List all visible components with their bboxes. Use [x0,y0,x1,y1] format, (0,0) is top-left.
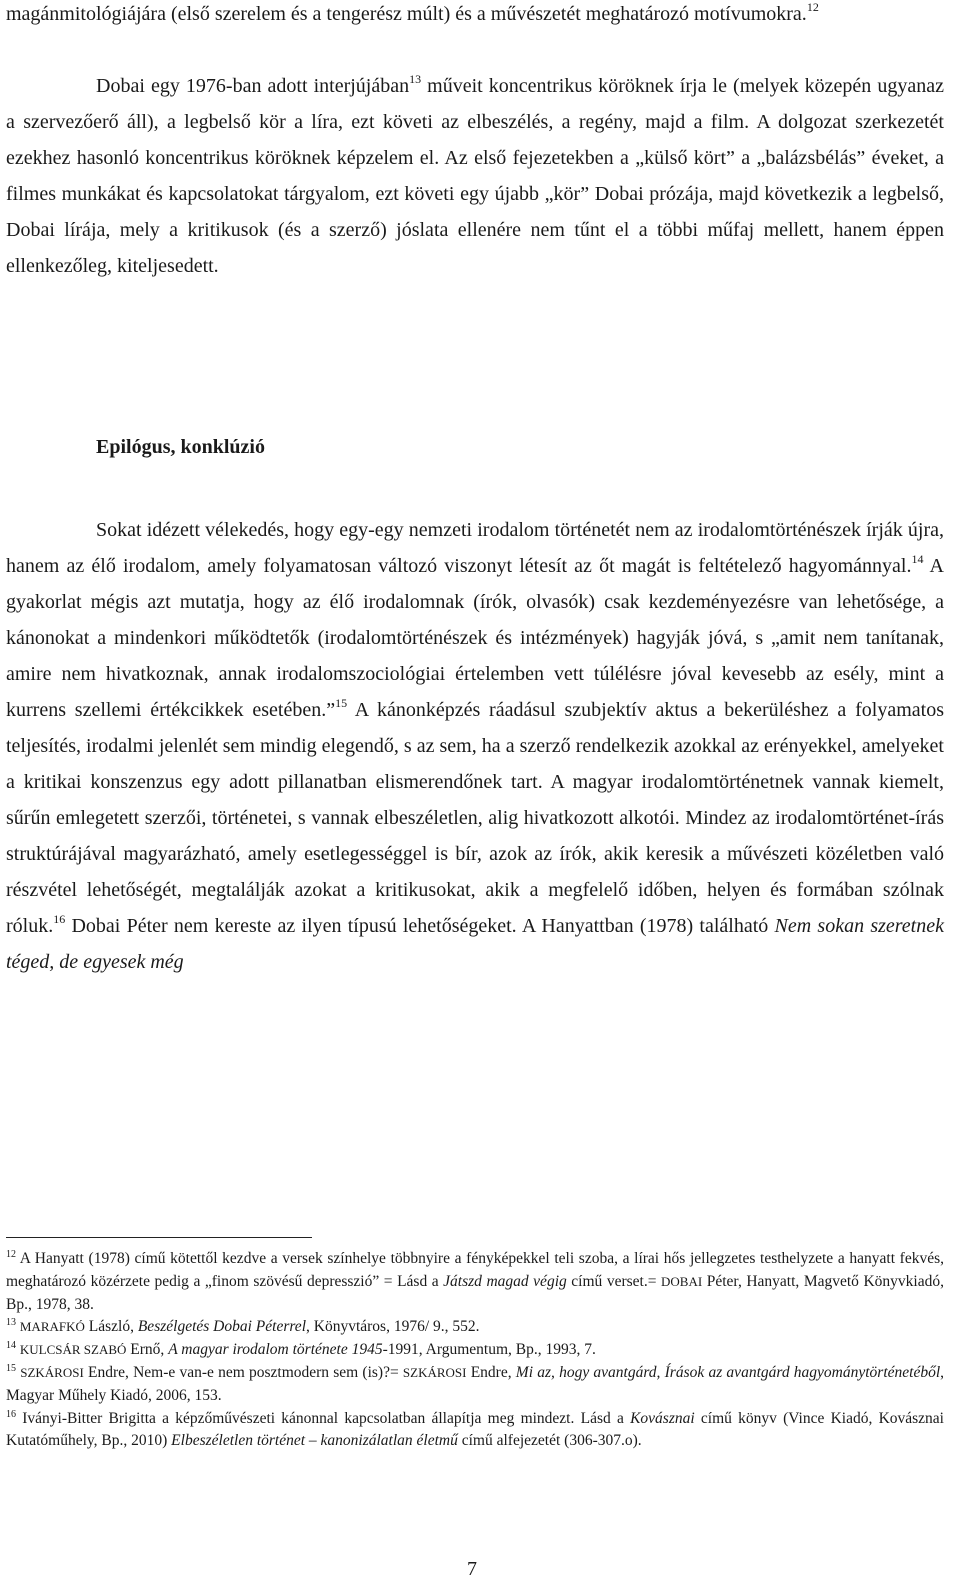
footnote-text: című alfejezetét (306-307.o). [457,1432,642,1450]
footnote-number: 12 [6,1249,16,1260]
footnote-text: -1991, Argumentum, Bp., 1993, 7. [382,1341,596,1359]
footnote-text: László, [84,1318,138,1336]
footnote-ref[interactable]: 12 [806,0,819,14]
footnote-author: SZKÁROSI [402,1364,467,1380]
paragraph-epilogue [6,512,944,980]
footnote-author: DOBAI [661,1273,703,1289]
paragraph-text: Dobai Péter nem kereste az ilyen típusú lehetőségeket. A Hanyattban (1978) található [65,915,775,937]
section-heading: Epilógus, konklúzió [96,436,265,458]
paragraph-text: A kánonképzés ráadásul szubjektív aktus a bekerüléshez a folyamatos teljesítés, irodalmi jelenlét sem mindig elegendő, s az sem, ha a szerző rendelkezik azokkal az erényekkel, amelyeket a kritikai konszenzus egy adott pillanatban elismerendőnek tart. A magyar irodalomtörténetnek vannak kiemelt, sűrűn emlegetett szerzői, történetei, s vannak elbeszéletlen, alig hivatkozott alkotói. Mindez az irodalomtörténet-írás struktúrájával magyarázható, amely esetlegességgel is bír, azok az írók, akik keresik a művészeti közéletben való részvétel lehetőségét, megtalálják azokat a kritikusokat, akik a megfelelő időben, helyen és formában szólnak róluk. [6,699,944,937]
paragraph-text: Dobai egy 1976-ban adott interjújában [96,75,410,97]
footnote-number: 15 [6,1362,16,1374]
footnote-italic: Játszd magad végig [443,1272,567,1290]
footnote-number: 16 [6,1408,16,1420]
footnote-number: 13 [6,1317,16,1329]
footnote-text: című könyv (Vince Kiadó, Kovásznai Kutatóműhely, Bp., 2010) [6,1409,944,1450]
paragraph-text: Sokat idézett vélekedés, hogy egy-egy nemzeti irodalom történetét nem az irodalomtörténészek írják újra, hanem az élő irodalom, amely folyamatosan változó viszonyt létesít az őt magát is feltételező hagyománnyal. [6,519,944,577]
footnote-15 [6,1362,944,1408]
footnote-italic: Beszélgetés Dobai Péterrel [137,1318,306,1336]
footnotes [6,1248,944,1453]
footnote-ref[interactable]: 14 [911,552,924,566]
footnote-number: 14 [6,1340,16,1352]
footnote-italic: Kovásznai [630,1409,695,1427]
footnote-separator [6,1237,312,1238]
footnote-16 [6,1408,944,1454]
paragraph-concentric-circles [6,68,944,284]
footnote-text: , Könyvtáros, 1976/ 9., 552. [306,1318,480,1336]
footnote-author: MARAFKÓ [19,1319,85,1335]
footnote-italic: Elbeszéletlen történet – kanonizálatlan életmű [171,1432,458,1450]
paragraph-continuation [6,0,944,32]
page-number: 7 [467,1558,477,1580]
footnote-14 [6,1339,944,1362]
footnote-text: Endre, [466,1363,516,1381]
paragraph-italic-title: Nem sokan szeretnek téged, de egyesek még [6,915,944,973]
footnote-12 [6,1248,944,1316]
footnote-ref[interactable]: 15 [335,696,348,710]
footnote-author: SZKÁROSI [20,1364,84,1380]
footnote-13 [6,1316,944,1339]
footnote-text: című verset.= [566,1272,661,1290]
footnote-text: Iványi-Bitter Brigitta a képzőművészeti kánonnal kapcsolatban állapítja meg mindezt. Lásd a [16,1409,631,1427]
footnote-text: Endre, Nem-e van-e nem posztmodern sem (is)?= [83,1363,403,1381]
paragraph-text: magánmitológiájára (első szerelem és a tengerész múlt) és a művészetét meghatározó motívumokra. [6,3,807,25]
footnote-text: A Hanyatt (1978) című kötettől kezdve a versek színhelye többnyire a fényképekkel teli szoba, a lírai hős jellegzetes testhelyzete a hanyatt fekvés, meghatározó közérzete pedig a „finom szövésű depresszió” = Lásd a [6,1250,944,1290]
footnote-text: , Magyar Műhely Kiadó, 2006, 153. [6,1363,945,1404]
footnote-text: Péter, Hanyatt, Magvető Könyvkiadó, Bp., 1978, 38. [6,1272,944,1313]
paragraph-text: A gyakorlat mégis azt mutatja, hogy az élő irodalomnak (írók, olvasók) csak kezdeményezésre van lehetősége, a kánonokat a mindenkori működtetők (irodalomtörténészek és intézmények) hagyják jóvá, s „amit nem tanítanak, amire nem hivatkoznak, annak irodalomszociológiai értelemben vett túlélésre jóval kevesebb az esély, mint a kurrens szellemi értékcikkek esetében.” [6,555,944,721]
footnote-italic: A magyar irodalom története 1945 [168,1341,383,1359]
paragraph-text: műveit koncentrikus köröknek írja le (melyek közepén ugyanaz a szervezőerő áll), a legbelső kör a líra, ezt követi az elbeszélés, a regény, majd a film. A dolgozat szerkezetét ezekhez hasonló koncentrikus köröknek képzelem el. Az első fejezetekben a „külső kört” a „balázsbélás” éveket, a filmes munkákat és kapcsolatokat tárgyalom, ezt követi egy újabb „kör” Dobai prózája, majd következik a legbelső, Dobai lírája, mely a kritikusok (és a szerző) jóslata ellenére nem tűnt el a többi műfaj mellett, hanem éppen ellenkezőleg, kiteljesedett. [6,75,944,277]
footnote-ref[interactable]: 13 [409,72,422,86]
footnote-ref[interactable]: 16 [53,912,66,926]
footnote-text: Ernő, [126,1341,169,1359]
footnote-italic: Mi az, hogy avantgárd, Írások az avantgárd hagyománytörténetéből [515,1363,941,1381]
footnote-author: KULCSÁR SZABÓ [19,1342,127,1358]
